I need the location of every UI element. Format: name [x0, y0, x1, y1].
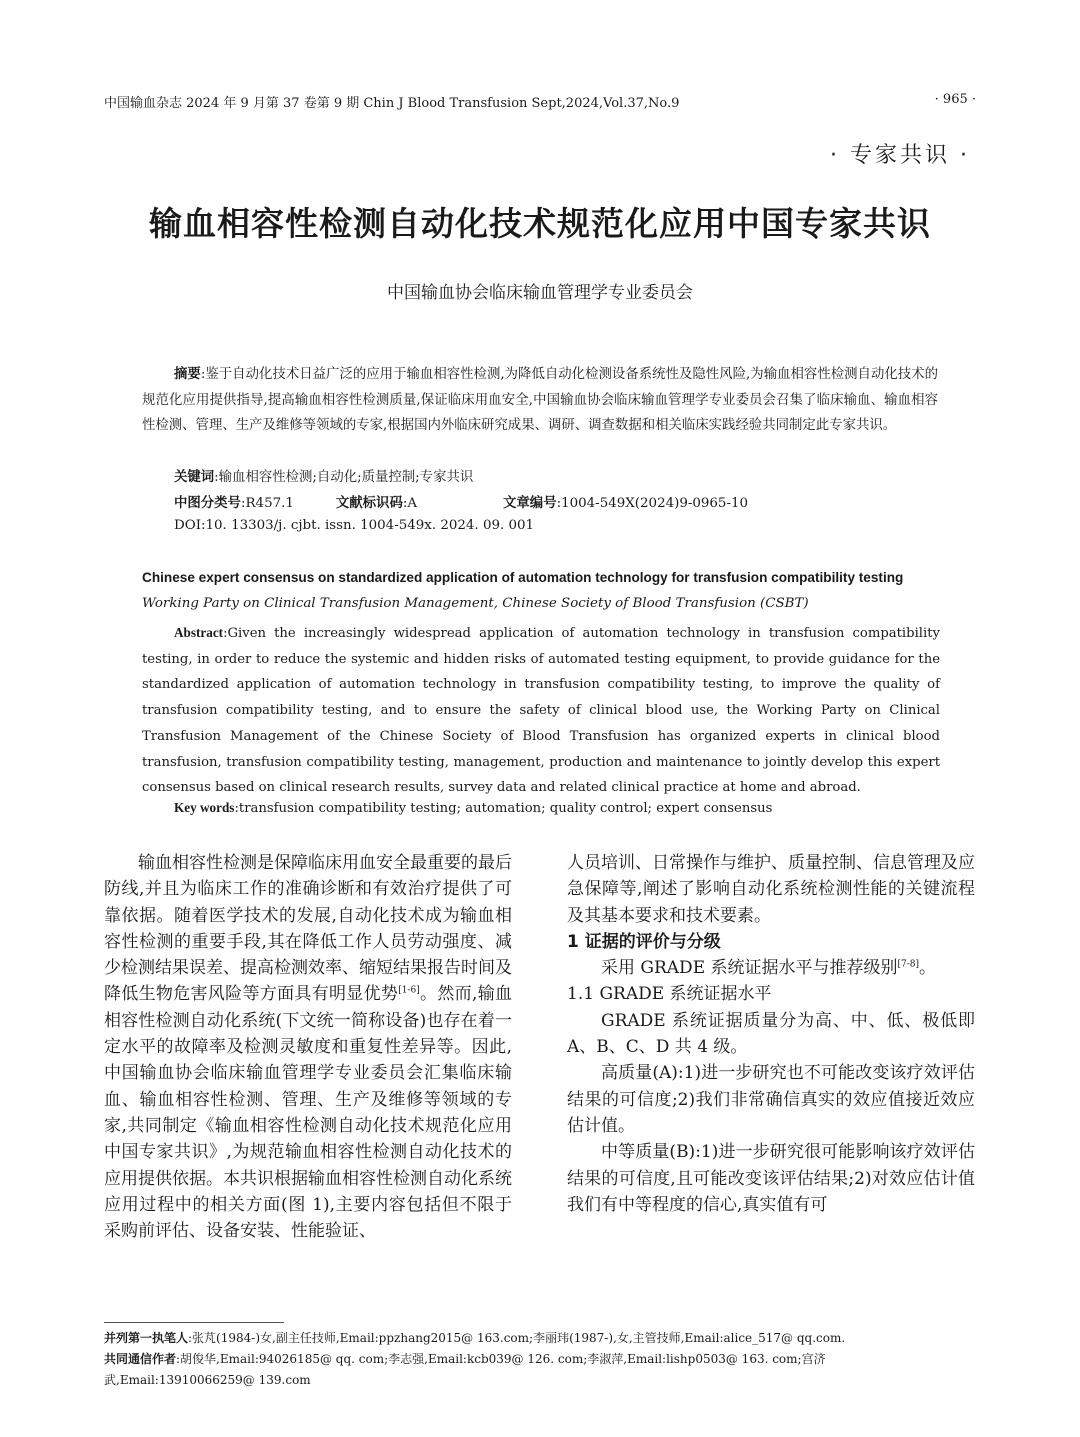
body-paragraph: GRADE 系统证据质量分为高、中、低、极低即 A、B、C、D 共 4 级。 [567, 1010, 975, 1058]
abstract-english [142, 620, 940, 801]
article-number-value: :1004-549X(2024)9-0965-10 [556, 496, 749, 511]
article-authors: 中国输血协会临床输血管理学专业委员会 [387, 283, 693, 303]
body-text: 。 [919, 958, 937, 979]
keywords-english-label: Key words [174, 800, 235, 815]
footnote-text: :胡俊华,Email:94026185@ qq. com;李志强,Email:kcb039@ 126. com;李淑萍,Email:lishp0503@ 163. com;宫济武,Email:13910066259@ 139.com [104, 1352, 826, 1387]
footnotes [104, 1328, 976, 1391]
section-heading: 1 证据的评价与分级 [567, 931, 721, 952]
body-paragraph: 人员培训、日常操作与维护、质量控制、信息管理及应急保障等,阐述了影响自动化系统检测性能的关键流程及其基本要求和技术要素。 [567, 853, 975, 926]
english-title: Chinese expert consensus on standardized application of automation technology for transfusion compatibility testing [142, 570, 904, 585]
doi: DOI:10. 13303/j. cjbt. issn. 1004-549x. 2024. 09. 001 [174, 518, 535, 533]
page-number: · 965 · [934, 92, 976, 107]
citation-ref: [1-6] [398, 985, 420, 996]
subsection-heading: 1.1 GRADE 系统证据水平 [567, 984, 772, 1005]
doc-code-value: :A [402, 496, 418, 511]
english-authors: Working Party on Clinical Transfusion Management, Chinese Society of Blood Transfusion (CSBT) [142, 596, 809, 611]
body-text: 输血相容性检测是保障临床用血安全最重要的最后防线,并且为临床工作的准确诊断和有效治疗提供了可靠依据。随着医学技术的发展,自动化技术成为输血相容性检测的重要手段,其在降低工作人员劳动强度、减少检测结果误差、提高检测效率、缩短结果报告时间及降低生物危害风险等方面具有明显优势 [104, 853, 512, 1005]
footnote-corresponding-authors [104, 1349, 976, 1391]
body-paragraph [567, 955, 975, 981]
footnote-label: 并列第一执笔人 [104, 1331, 189, 1345]
journal-citation: 中国输血杂志 2024 年 9 月第 37 卷第 9 期 Chin J Blood Transfusion Sept,2024,Vol.37,No.9 [104, 96, 680, 111]
footnote-first-authors [104, 1328, 976, 1349]
running-head [104, 92, 976, 111]
abstract-label: 摘要 [174, 367, 201, 382]
clc-value: :R457.1 [240, 496, 294, 511]
classification-line [174, 492, 748, 511]
footnote-text: :张芃(1984-)女,副主任技师,Email:ppzhang2015@ 163.com;李丽玮(1987-),女,主管技师,Email:alice_517@ qq.com. [188, 1331, 846, 1345]
body-paragraph [104, 850, 512, 1244]
keywords-label: 关键词 [174, 470, 215, 485]
article-title: 输血相容性检测自动化技术规范化应用中国专家共识 [149, 204, 931, 243]
keywords-chinese [174, 466, 473, 485]
body-left-column [104, 850, 512, 1244]
keywords-english [174, 800, 772, 816]
abstract-chinese [142, 362, 938, 439]
clc-label: 中图分类号 [174, 496, 241, 511]
abstract-english-label: Abstract [174, 625, 224, 640]
body-text: 采用 GRADE 系统证据水平与推荐级别 [601, 958, 898, 979]
citation-ref: [7-8] [897, 959, 920, 970]
body-paragraph: 高质量(A):1)进一步研究也不可能改变该疗效评估结果的可信度;2)我们非常确信真实的效应值接近效应估计值。 [567, 1063, 975, 1136]
footnote-label: 共同通信作者 [104, 1352, 177, 1366]
article-number-label: 文章编号 [503, 496, 557, 511]
body-paragraph: 中等质量(B):1)进一步研究很可能影响该疗效评估结果的可信度,且可能改变该评估结果;2)对效应估计值我们有中等程度的信心,真实值有可 [567, 1142, 975, 1215]
body-right-column [567, 850, 975, 1218]
abstract-english-text: :Given the increasingly widespread application of automation technology in transfusion compatibility testing, in order to reduce the systemic and hidden risks of automated testing equipment, to provide guidance for the standardized application of automation technology in transfusion compatibility testing, to improve the quality of transfusion compatibility testing, and to ensure the safety of clinical blood use, the Working Party on Clinical Transfusion Management of the Chinese Society of Blood Transfusion has organized experts in clinical blood transfusion, transfusion compatibility testing, management, production and maintenance to jointly develop this expert consensus based on clinical research results, survey data and related clinical practice at home and abroad. [142, 626, 940, 796]
abstract-text: :鉴于自动化技术日益广泛的应用于输血相容性检测,为降低自动化检测设备系统性及隐性风险,为输血相容性检测自动化技术的规范化应用提供指导,提高输血相容性检测质量,保证临床用血安全,中国输血协会临床输血管理学专业委员会召集了临床输血、输血相容性检测、管理、生产及维修等领域的专家,根据国内外临床研究成果、调研、调查数据和相关临床实践经验共同制定此专家共识。 [142, 367, 938, 434]
keywords-english-text: :transfusion compatibility testing; automation; quality control; expert consensus [234, 801, 773, 816]
body-text: 。然而,输血相容性检测自动化系统(下文统一简称设备)也存在着一定水平的故障率及检测灵敏度和重复性差异等。因此,中国输血协会临床输血管理学专业委员会汇集临床输血、输血相容性检测、管理、生产及维修等领域的专家,共同制定《输血相容性检测自动化技术规范化应用中国专家共识》,为规范输血相容性检测自动化技术的应用提供依据。本共识根据输血相容性检测自动化系统应用过程中的相关方面(图 1),主要内容包括但不限于采购前评估、设备安装、性能验证、 [104, 984, 513, 1242]
column-tag: · 专家共识 · [830, 143, 970, 168]
keywords-text: :输血相容性检测;自动化;质量控制;专家共识 [214, 470, 474, 485]
footnote-divider [104, 1322, 284, 1323]
doc-code-label: 文献标识码 [335, 496, 403, 511]
